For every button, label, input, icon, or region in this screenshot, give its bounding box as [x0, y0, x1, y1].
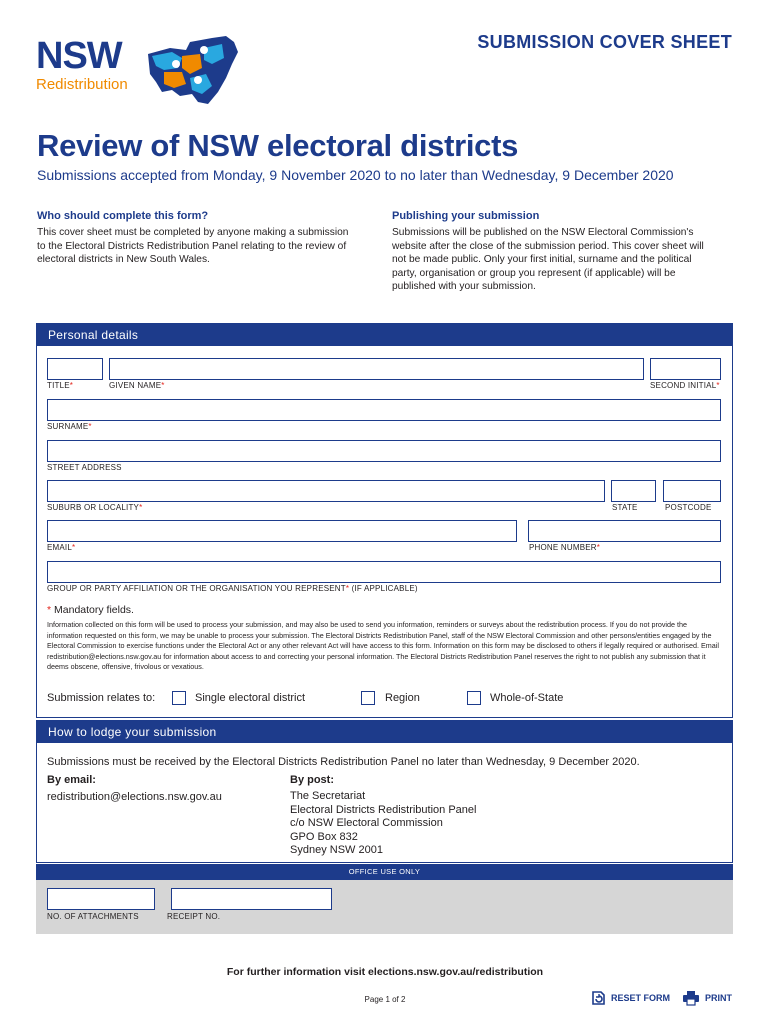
nsw-redistribution-logo: [36, 36, 236, 108]
suburb-field[interactable]: [47, 480, 605, 502]
who-section: [37, 210, 357, 267]
postcode-label: POSTCODE: [665, 503, 712, 512]
surname-label: SURNAME*: [47, 422, 92, 431]
page-subtitle: Submissions accepted from Monday, 9 November 2020 to no later than Wednesday, 9 December 2020: [37, 167, 674, 183]
state-field[interactable]: [611, 480, 656, 502]
lodge-deadline: Submissions must be received by the Electoral Districts Redistribution Panel no later than Wednesday, 9 December 2020.: [47, 756, 640, 768]
print-button[interactable]: [682, 990, 732, 1006]
title-field[interactable]: [47, 358, 103, 380]
post-address-line: Sydney NSW 2001: [290, 844, 383, 856]
suburb-label: SUBURB OR LOCALITY*: [47, 503, 143, 512]
reset-form-button[interactable]: [590, 990, 670, 1006]
email-heading: By email:: [47, 774, 96, 786]
personal-details-heading: Personal details: [37, 324, 732, 346]
second-initial-label: SECOND INITIAL*: [650, 381, 720, 390]
surname-field[interactable]: [47, 399, 721, 421]
footer-info: For further information visit elections.nsw.gov.au/redistribution: [226, 966, 544, 978]
given-name-label: GIVEN NAME*: [109, 381, 165, 390]
group-affiliation-label: GROUP OR PARTY AFFILIATION OR THE ORGANISATION YOU REPRESENT* (IF APPLICABLE): [47, 584, 418, 593]
phone-field[interactable]: [528, 520, 721, 542]
post-address: [290, 790, 476, 858]
reset-icon: [590, 990, 606, 1006]
publishing-section: [392, 210, 712, 294]
attachments-label: NO. OF ATTACHMENTS: [47, 912, 139, 921]
single-district-checkbox[interactable]: [172, 691, 186, 705]
reset-form-label: RESET FORM: [611, 993, 671, 1003]
receipt-label: RECEIPT NO.: [167, 912, 221, 921]
lodge-email-link[interactable]: redistribution@elections.nsw.gov.au: [47, 791, 222, 803]
post-address-line: The Secretariat: [290, 790, 366, 802]
logo-subtext: Redistribution: [36, 76, 128, 93]
region-label: Region: [385, 692, 420, 704]
print-label: PRINT: [705, 993, 732, 1003]
relates-label: Submission relates to:: [47, 692, 156, 704]
post-address-line: GPO Box 832: [290, 830, 358, 843]
nsw-map-icon: [142, 34, 242, 108]
mandatory-note: * Mandatory fields.: [47, 604, 134, 616]
whole-of-state-label: Whole-of-State: [490, 692, 564, 704]
attachments-field[interactable]: [47, 888, 155, 910]
publishing-heading: Publishing your submission: [392, 210, 540, 222]
given-name-field[interactable]: [109, 358, 644, 380]
post-address-line: Electoral Districts Redistribution Panel: [290, 803, 477, 816]
state-label: STATE: [612, 503, 638, 512]
whole-of-state-checkbox[interactable]: [467, 691, 481, 705]
street-address-field[interactable]: [47, 440, 721, 462]
post-address-line: c/o NSW Electoral Commission: [290, 817, 443, 829]
phone-label: PHONE NUMBER*: [529, 543, 601, 552]
printer-icon: [682, 990, 700, 1006]
publishing-text: Submissions will be published on the NSW Electoral Commission's website after the close of the submission period. This cover sheet will not be made public. Only your first initial, surname and the political party, organisation or group you represent (if applicable) will be published with your submission.: [392, 227, 704, 292]
privacy-notice: Information collected on this form will be used to process your submission, and may also be used to send you information, reminders or surveys about the redistribution process. If you do not provide the information requested on this form, we may be unable to process your submission. The Electoral Districts Redistribution Panel, staff of the NSW Electoral Commission and other persons/entities engaged by the Electoral Commission to exercise functions under the Electoral Act or any other relevant Act will have access to this form. Information on this form may be disclosed to others if legally required or authorised. Email redistribution@elections.nsw.gov.au for information about access to and correcting your personal information. The Electoral Districts Redistribution Panel reserves the right to not publish any submission that it deems obscene, offensive, frivolous or vexatious.: [47, 620, 719, 671]
single-district-label: Single electoral district: [195, 692, 306, 704]
logo-text: NSW: [36, 35, 122, 77]
who-heading: Who should complete this form?: [37, 210, 209, 222]
who-text: This cover sheet must be completed by anyone making a submission to the Electoral Districts Redistribution Panel relating to the review of electoral districts in New South Wales.: [37, 227, 349, 265]
office-use-heading: OFFICE USE ONLY: [36, 864, 733, 880]
group-affiliation-field[interactable]: [47, 561, 721, 583]
receipt-field[interactable]: [171, 888, 332, 910]
title-label: TITLE*: [47, 381, 74, 390]
second-initial-field[interactable]: [650, 358, 721, 380]
lodge-heading: How to lodge your submission: [37, 721, 732, 743]
region-checkbox[interactable]: [361, 691, 375, 705]
page-number: Page 1 of 2: [364, 995, 406, 1004]
postcode-field[interactable]: [663, 480, 721, 502]
cover-sheet-title: SUBMISSION COVER SHEET: [477, 32, 732, 52]
email-field[interactable]: [47, 520, 517, 542]
email-label: EMAIL*: [47, 543, 76, 552]
street-address-label: STREET ADDRESS: [47, 463, 122, 472]
page-title: Review of NSW electoral districts: [37, 128, 519, 163]
post-heading: By post:: [290, 774, 334, 786]
